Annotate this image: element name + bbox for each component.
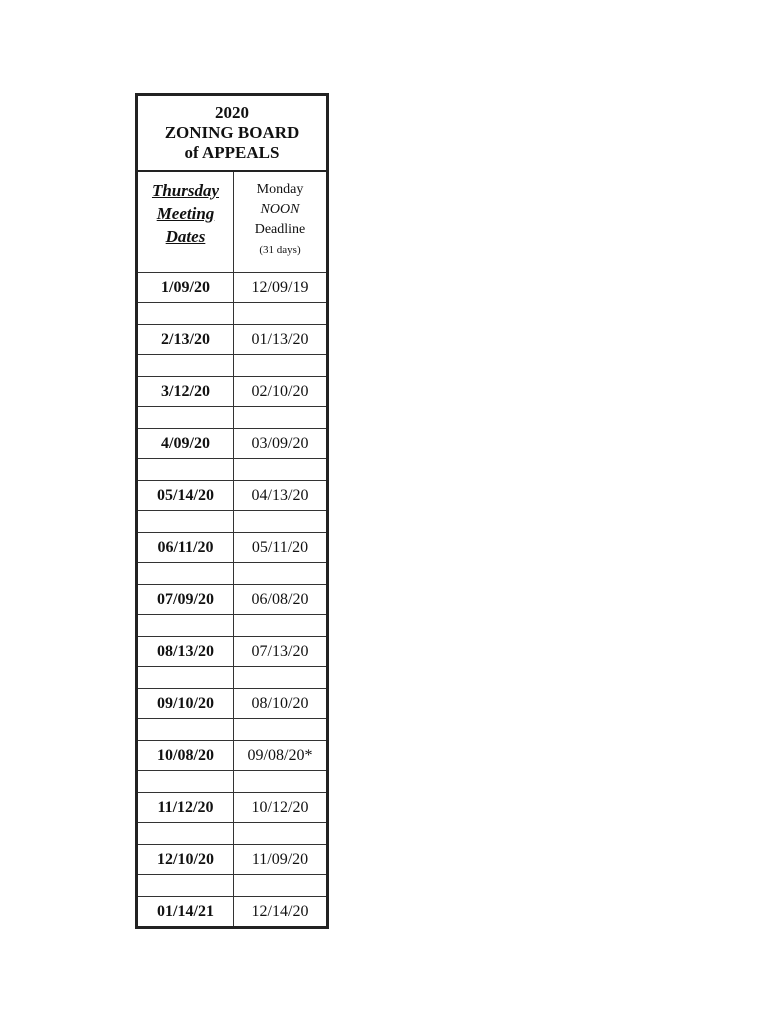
table-row <box>138 897 326 926</box>
meeting-date-cell: 1/09/20 <box>138 273 234 302</box>
spacer-cell <box>138 875 234 896</box>
schedule-table <box>135 93 329 929</box>
spacer-cell <box>234 667 326 688</box>
meeting-date-cell: 08/13/20 <box>138 637 234 666</box>
deadline-date-cell: 02/10/20 <box>251 382 309 400</box>
title-year: 2020 <box>215 103 249 122</box>
meeting-date-cell: 3/12/20 <box>138 377 234 406</box>
table-row <box>138 533 326 563</box>
spacer-row <box>138 771 326 793</box>
spacer-cell <box>234 823 326 844</box>
spacer-row <box>138 563 326 585</box>
deadline-date-cell: 12/14/20 <box>251 902 309 920</box>
deadline-header-days: (31 days) <box>259 244 301 256</box>
deadline-date-cell: 04/13/20 <box>251 486 309 504</box>
spacer-cell <box>138 771 234 792</box>
deadline-date-cell: 12/09/19 <box>251 278 309 296</box>
title-board: ZONING BOARD <box>164 123 300 142</box>
spacer-cell <box>234 771 326 792</box>
table-row <box>138 793 326 823</box>
deadline-header-day: Monday <box>256 182 304 197</box>
deadline-date-cell: 07/13/20 <box>251 642 309 660</box>
spacer-cell <box>234 719 326 740</box>
spacer-cell <box>138 719 234 740</box>
spacer-cell <box>234 407 326 428</box>
deadline-date-cell: 09/08/20* <box>247 746 313 764</box>
spacer-row <box>138 875 326 897</box>
meeting-date-cell: 06/11/20 <box>138 533 234 562</box>
title-appeals: of APPEALS <box>184 143 280 162</box>
deadline-date-cell: 06/08/20 <box>251 590 309 608</box>
spacer-cell <box>234 459 326 480</box>
spacer-cell <box>234 511 326 532</box>
spacer-row <box>138 719 326 741</box>
spacer-cell <box>234 615 326 636</box>
table-row <box>138 325 326 355</box>
deadline-date-cell: 03/09/20 <box>251 434 309 452</box>
spacer-row <box>138 459 326 481</box>
spacer-cell <box>234 303 326 324</box>
table-body <box>138 273 326 926</box>
table-row <box>138 585 326 615</box>
meeting-header-line: Dates <box>165 227 206 246</box>
deadline-date-cell: 08/10/20 <box>251 694 309 712</box>
spacer-cell <box>234 355 326 376</box>
meeting-date-cell: 05/14/20 <box>138 481 234 510</box>
deadline-date-cell: 05/11/20 <box>251 538 309 556</box>
meeting-dates-header <box>138 172 234 272</box>
spacer-cell <box>138 355 234 376</box>
spacer-cell <box>138 511 234 532</box>
spacer-cell <box>138 563 234 584</box>
deadline-header-label: Deadline <box>254 222 306 237</box>
table-row <box>138 689 326 719</box>
deadline-header-noon: NOON <box>260 202 300 217</box>
table-row <box>138 741 326 771</box>
spacer-row <box>138 615 326 637</box>
meeting-date-cell: 11/12/20 <box>138 793 234 822</box>
spacer-row <box>138 407 326 429</box>
meeting-date-cell: 2/13/20 <box>138 325 234 354</box>
spacer-row <box>138 667 326 689</box>
table-row <box>138 429 326 459</box>
table-row <box>138 481 326 511</box>
spacer-cell <box>138 303 234 324</box>
table-title <box>138 96 326 172</box>
column-headers <box>138 172 326 273</box>
spacer-cell <box>138 667 234 688</box>
meeting-date-cell: 09/10/20 <box>138 689 234 718</box>
spacer-row <box>138 511 326 533</box>
table-row <box>138 845 326 875</box>
meeting-header-line: Thursday <box>151 181 220 200</box>
table-row <box>138 273 326 303</box>
meeting-date-cell: 07/09/20 <box>138 585 234 614</box>
meeting-date-cell: 12/10/20 <box>138 845 234 874</box>
meeting-date-cell: 4/09/20 <box>138 429 234 458</box>
deadline-header <box>234 172 326 272</box>
meeting-header-line: Meeting <box>156 204 215 223</box>
spacer-cell <box>138 459 234 480</box>
meeting-date-cell: 01/14/21 <box>138 897 234 926</box>
table-row <box>138 637 326 667</box>
deadline-date-cell: 11/09/20 <box>251 850 309 868</box>
meeting-date-cell: 10/08/20 <box>138 741 234 770</box>
deadline-date-cell: 01/13/20 <box>251 330 309 348</box>
spacer-row <box>138 823 326 845</box>
spacer-row <box>138 355 326 377</box>
spacer-cell <box>234 563 326 584</box>
spacer-cell <box>234 875 326 896</box>
spacer-cell <box>138 615 234 636</box>
deadline-date-cell: 10/12/20 <box>251 798 309 816</box>
table-row <box>138 377 326 407</box>
spacer-cell <box>138 823 234 844</box>
spacer-row <box>138 303 326 325</box>
spacer-cell <box>138 407 234 428</box>
